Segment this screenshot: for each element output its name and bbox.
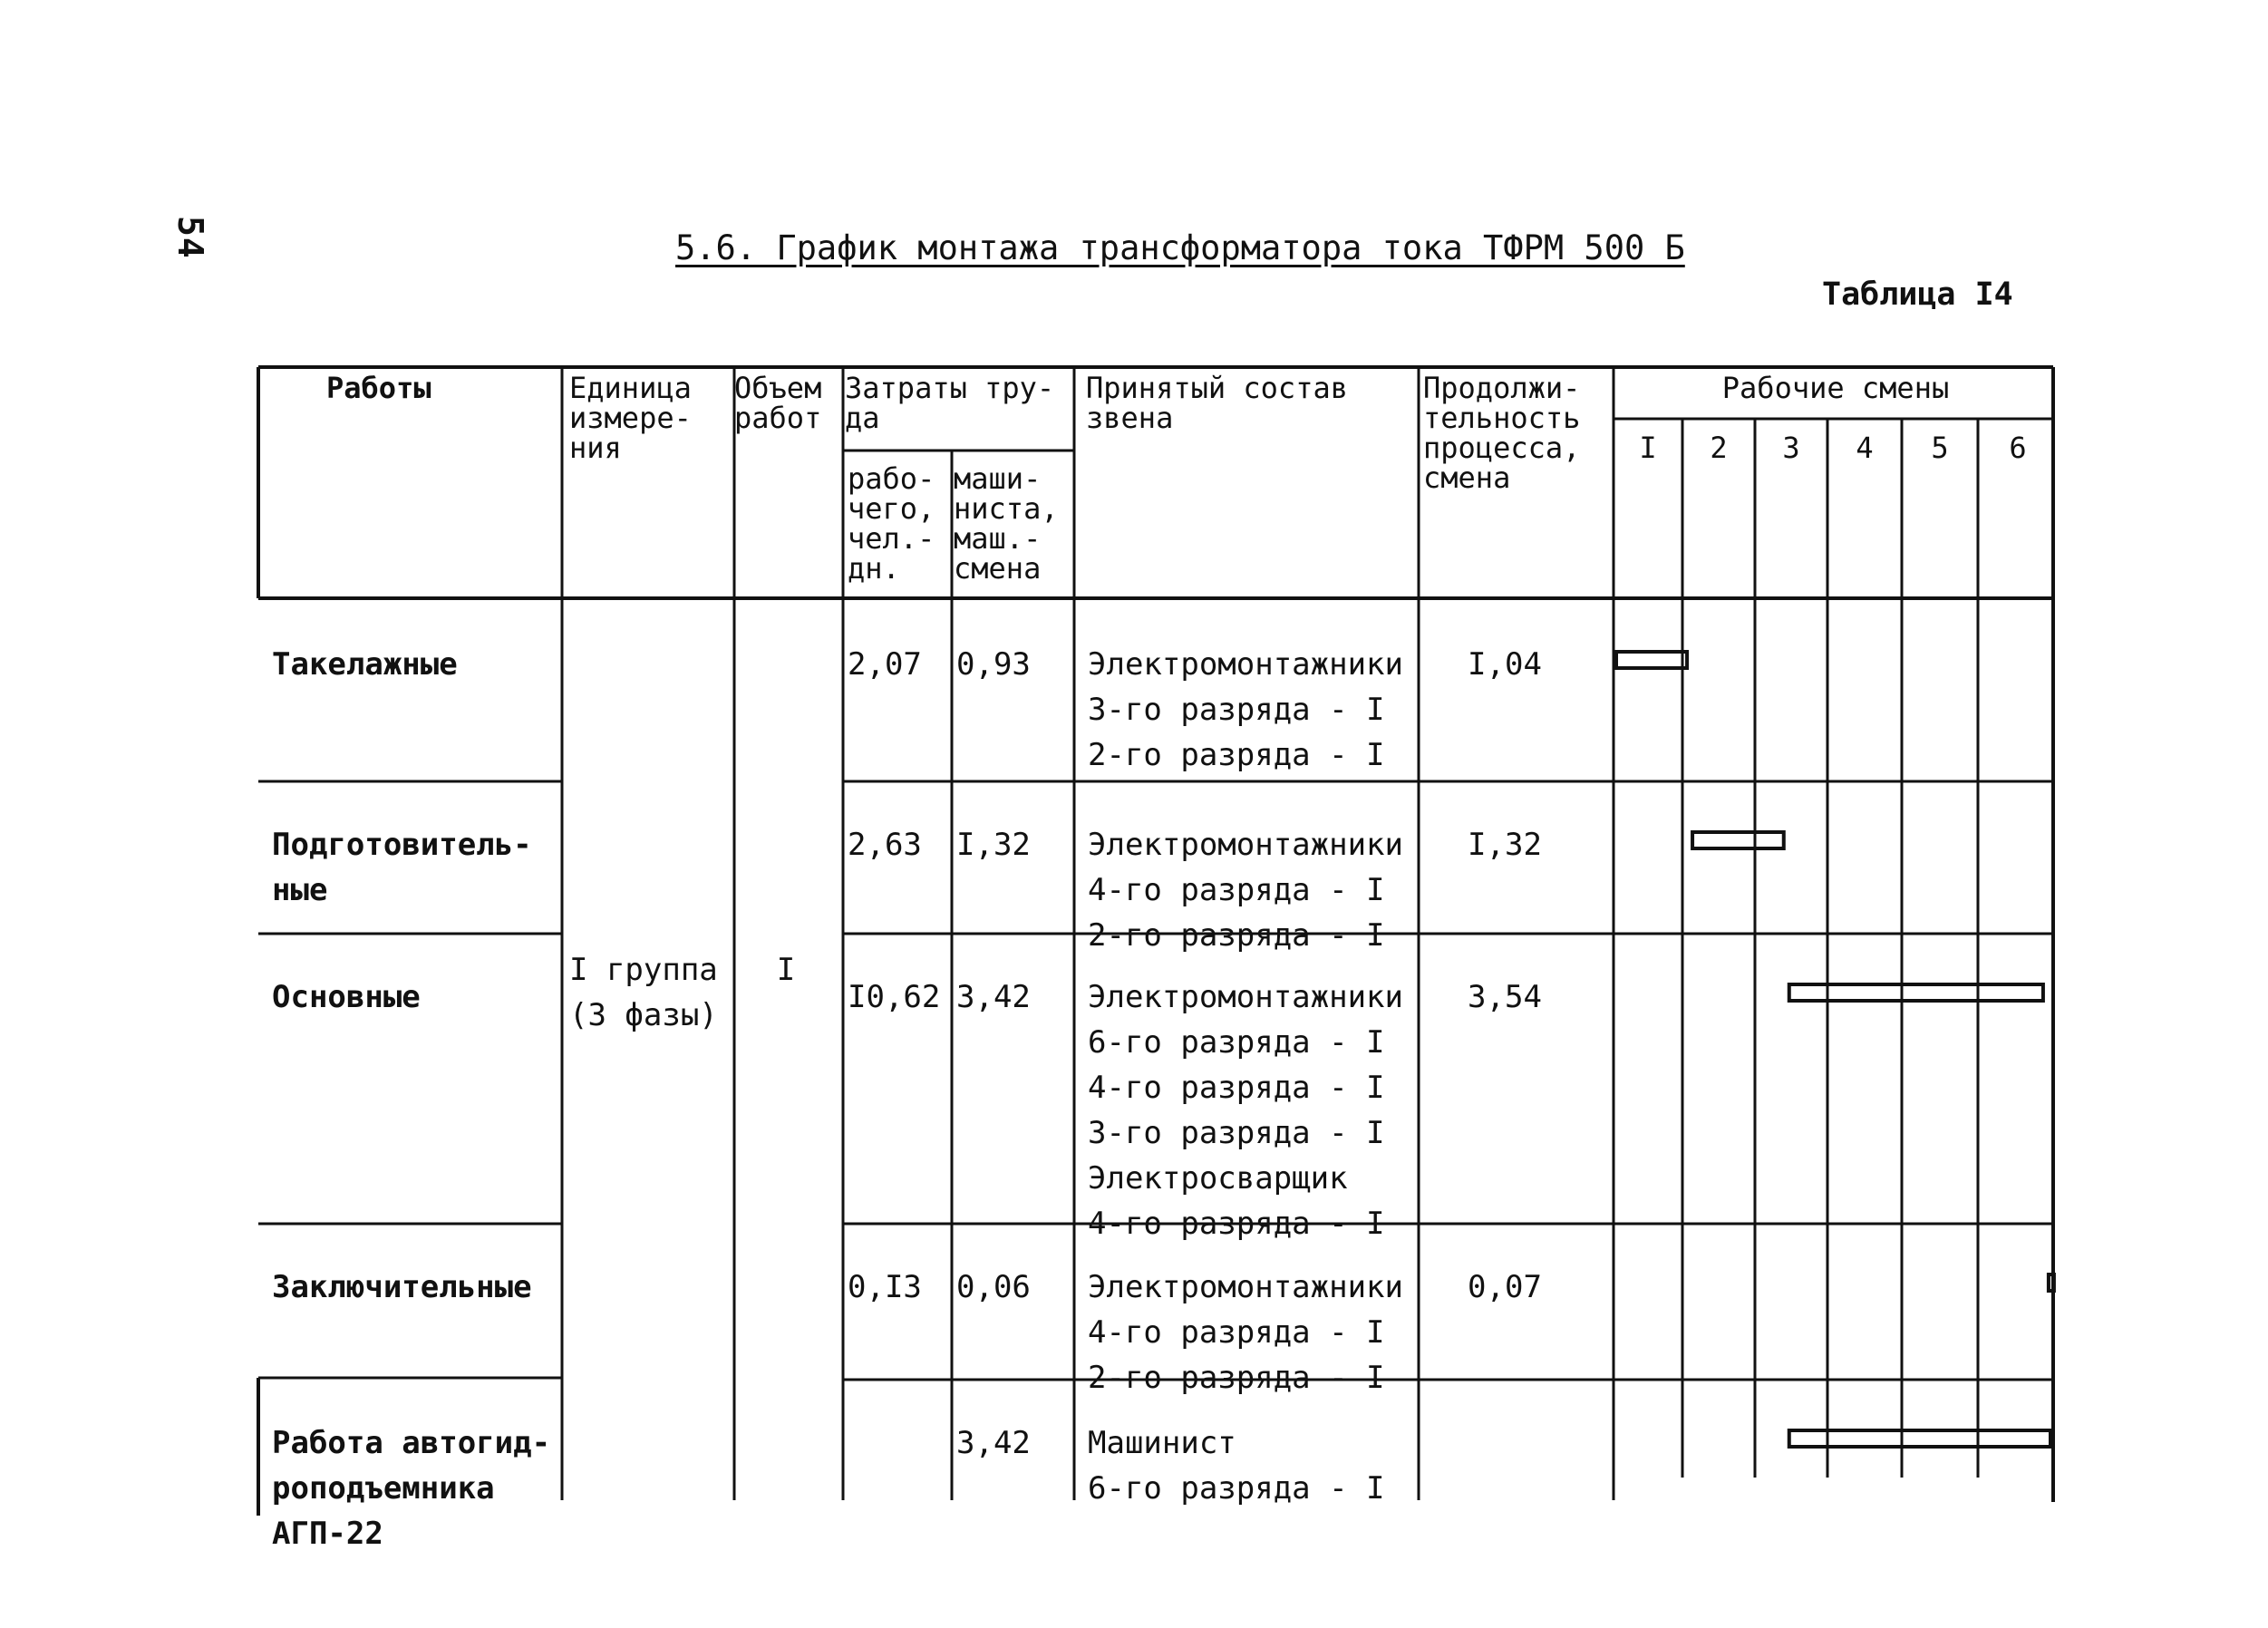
header-volume: Объем работ bbox=[734, 371, 822, 435]
header-shift-6: 6 bbox=[2009, 431, 2027, 465]
row-crew: Электромонтажники 4-го разряда - I 2-го разряда - I bbox=[1088, 1269, 1403, 1396]
row-crew: Электромонтажники 4-го разряда - I 2-го разряда - I bbox=[1088, 827, 1403, 954]
table-label: Таблица I4 bbox=[1822, 276, 2013, 313]
header-duration: Продолжи- тельность процесса, смена bbox=[1423, 371, 1581, 495]
row-work: Работа автогид- роподъемника АГП-22 bbox=[272, 1425, 551, 1552]
header-unit: Единица измере- ния bbox=[569, 371, 692, 465]
gantt-bar-4 bbox=[2049, 1274, 2054, 1291]
shared-volume: I bbox=[776, 952, 796, 988]
row-crew: Машинист 6-го разряда - I bbox=[1088, 1425, 1385, 1507]
row-labor-machinist: 0,93 bbox=[956, 646, 1031, 683]
row-labor-worker bbox=[848, 1420, 952, 1466]
header-labor: Затраты тру- да bbox=[845, 371, 1055, 435]
row-labor-machinist: I,32 bbox=[956, 827, 1031, 863]
row-labor-worker: 2,07 bbox=[848, 646, 922, 683]
row-labor-worker: 0,I3 bbox=[848, 1269, 922, 1305]
header-shifts-title: Рабочие смены bbox=[1721, 371, 1950, 405]
gantt-bar-2 bbox=[1692, 832, 1784, 848]
row-labor-machinist: 0,06 bbox=[956, 1269, 1031, 1305]
row-labor-worker: I0,62 bbox=[848, 979, 941, 1015]
header-shift-5: 5 bbox=[1931, 431, 1949, 465]
row-work: Подготовитель- ные bbox=[272, 827, 532, 908]
header-shift-2: 2 bbox=[1710, 431, 1728, 465]
page-title: 5.6. График монтажа трансформатора тока ТФРМ 500 Б bbox=[675, 228, 1685, 267]
row-labor-machinist: 3,42 bbox=[956, 979, 1031, 1015]
row-work: Основные bbox=[272, 979, 421, 1015]
row-duration bbox=[1428, 1420, 1582, 1466]
header-shift-3: 3 bbox=[1782, 431, 1800, 465]
row-labor-machinist: 3,42 bbox=[956, 1425, 1031, 1461]
row-work: Заключительные bbox=[272, 1269, 532, 1305]
row-crew: Электромонтажники 3-го разряда - I 2-го разряда - I bbox=[1088, 646, 1403, 773]
header-shift-1: I bbox=[1639, 431, 1657, 465]
header-crew: Принятый состав звена bbox=[1086, 371, 1348, 435]
row-duration: I,04 bbox=[1468, 646, 1542, 683]
row-duration: I,32 bbox=[1468, 827, 1542, 863]
shared-unit: I группа (3 фазы) bbox=[569, 952, 718, 1033]
page-number: 54 bbox=[170, 216, 210, 259]
gantt-bar-1 bbox=[1616, 652, 1687, 668]
row-labor-worker: 2,63 bbox=[848, 827, 922, 863]
header-labor-worker: рабо- чего, чел.- дн. bbox=[848, 461, 935, 586]
row-crew: Электромонтажники 6-го разряда - I 4-го разряда - I 3-го разряда - I Электросварщик 4-го разряда - I bbox=[1088, 979, 1403, 1242]
row-duration: 3,54 bbox=[1468, 979, 1542, 1015]
header-shift-4: 4 bbox=[1856, 431, 1874, 465]
header-works: Работы bbox=[326, 371, 431, 405]
row-work: Такелажные bbox=[272, 646, 458, 683]
header-labor-machinist: маши- ниста, маш.- смена bbox=[954, 461, 1059, 586]
row-duration: 0,07 bbox=[1468, 1269, 1542, 1305]
